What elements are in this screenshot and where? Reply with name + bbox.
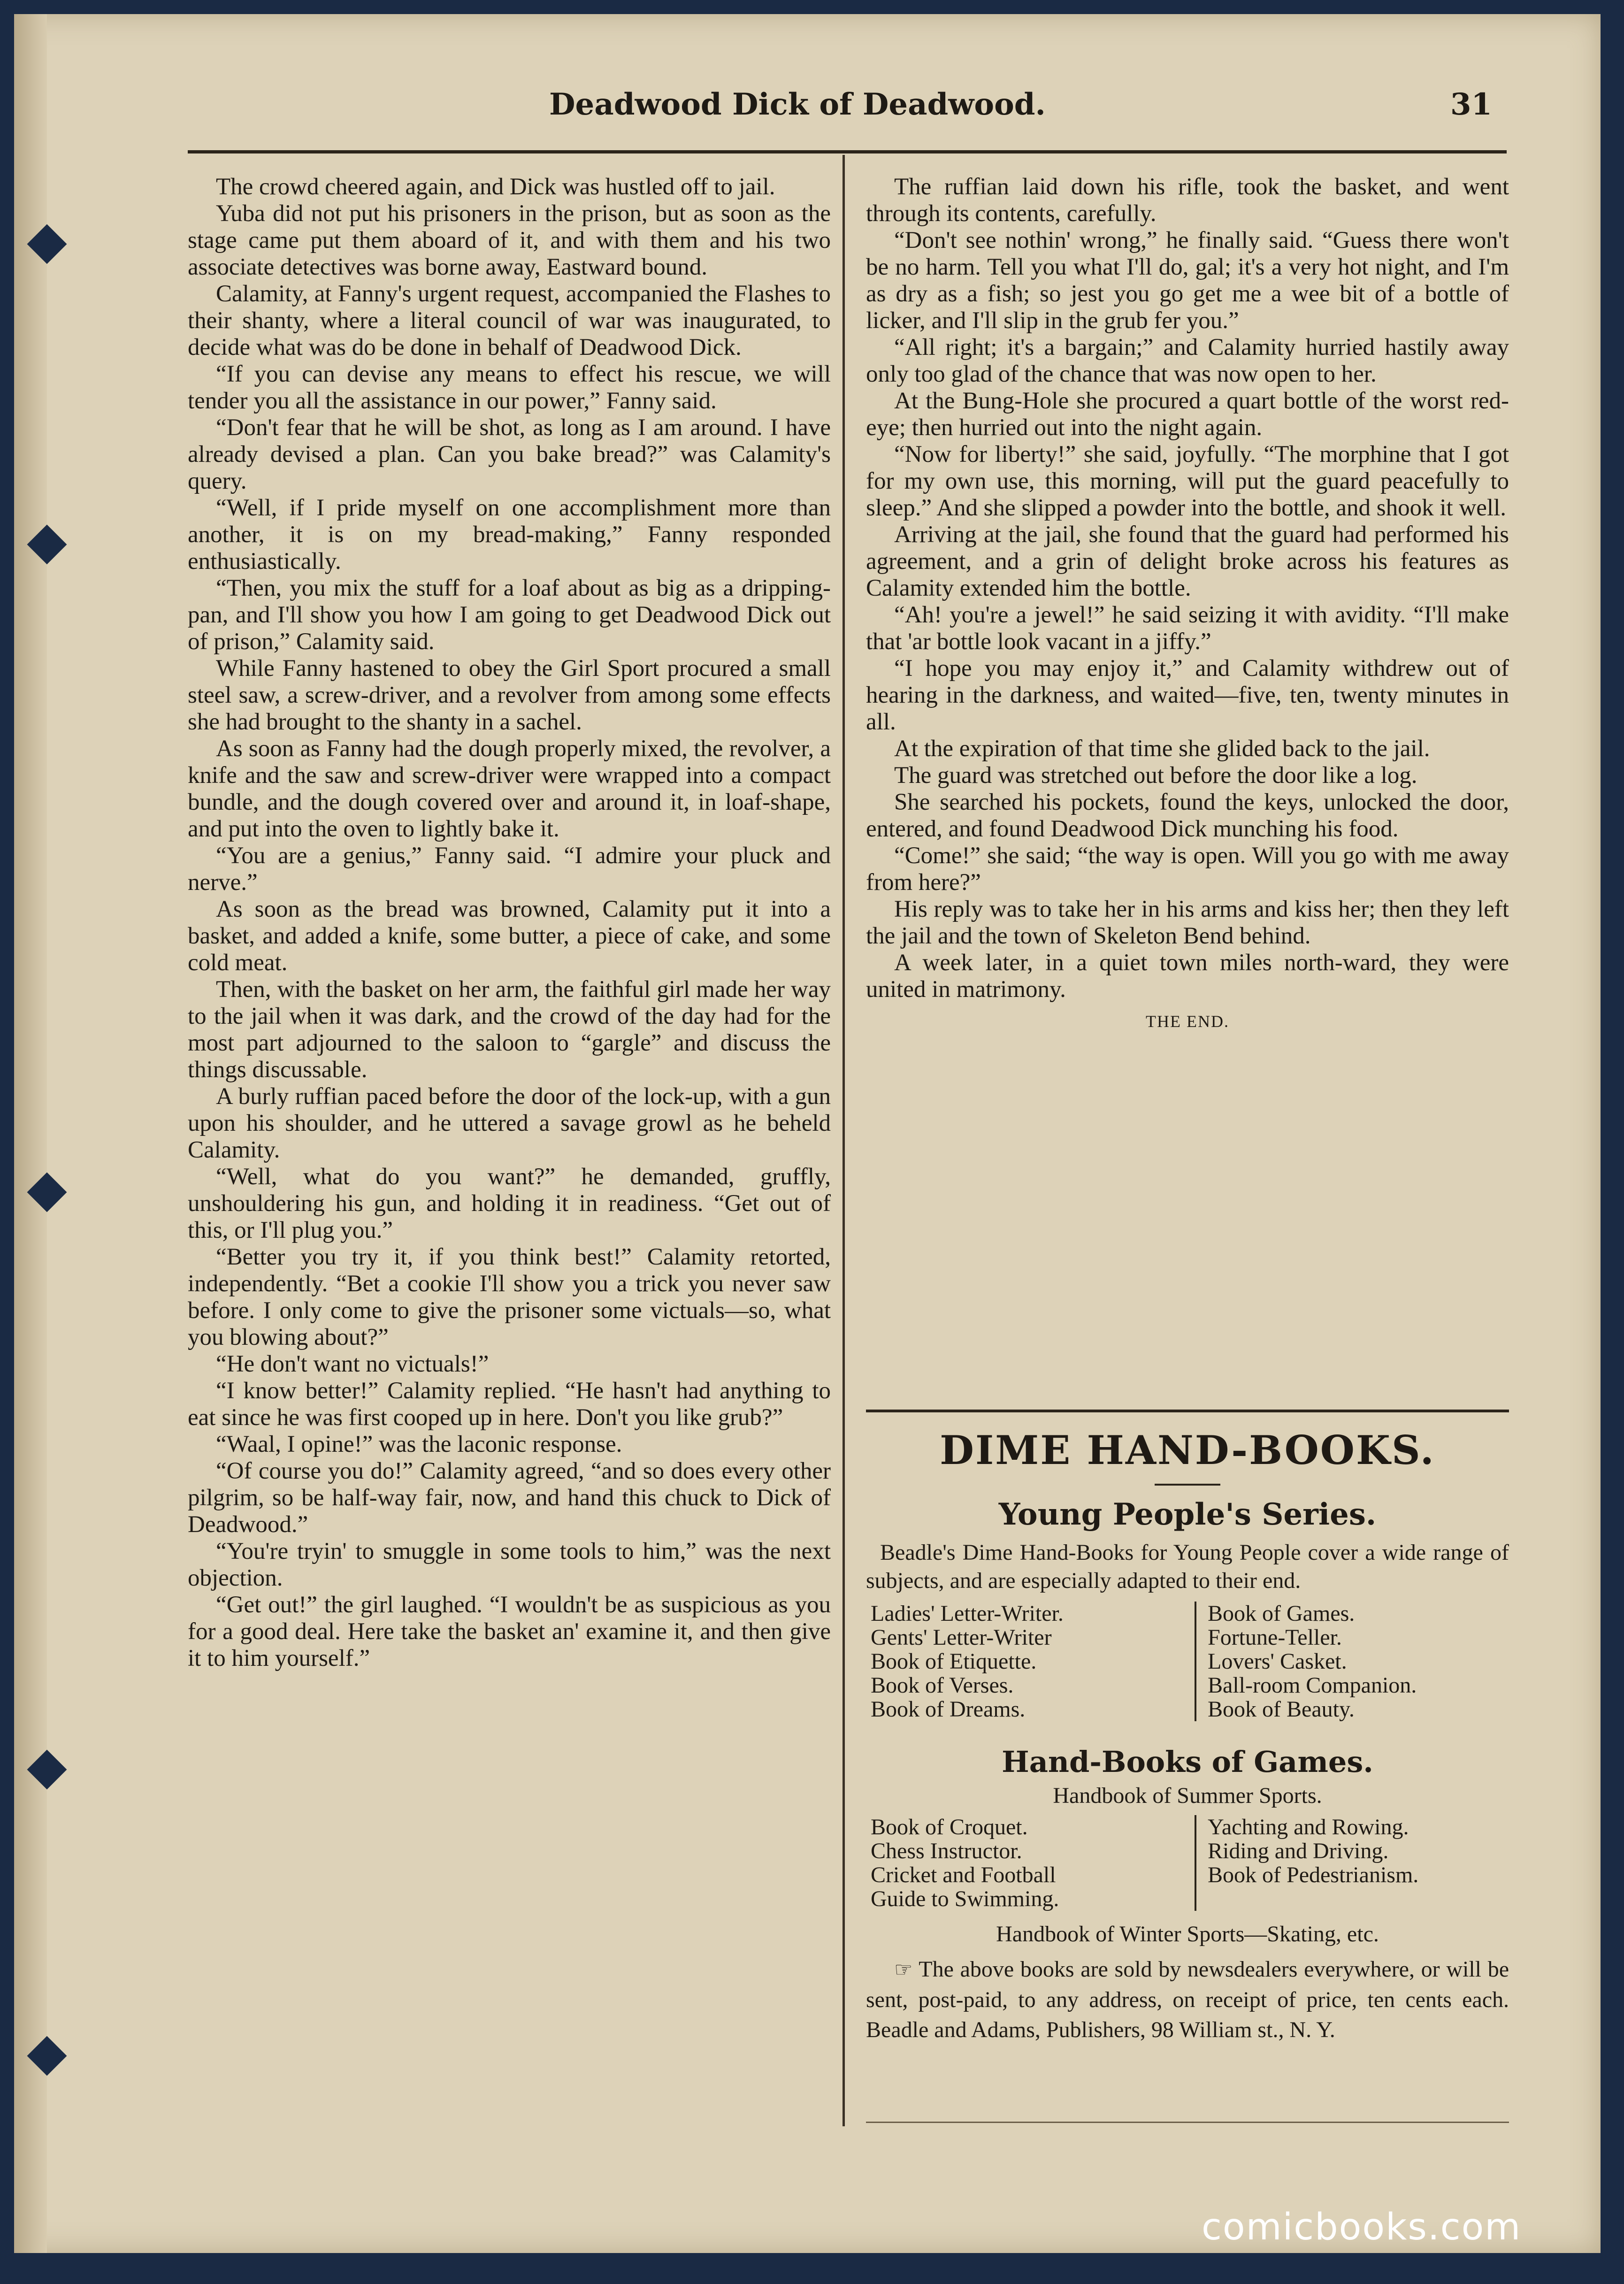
paragraph: Arriving at the jail, she found that the guard had performed his agreement, and a grin of delight broke across his features as Calamity extended him the bottle. xyxy=(866,521,1509,601)
paragraph: Yuba did not put his prisoners in the prison, but as soon as the stage came put them aboard of it, and with them and his two associate detectives was borne away, Eastward bound. xyxy=(188,200,831,280)
paragraph: “Don't see nothin' wrong,” he finally said. “Guess there won't be no harm. Tell you what I'll do, gal; it's a very hot night, and I'm as dry as a fish; so jest you go get me a wee bit of a bottle of licker, and I'll slip in the grub fer you.” xyxy=(866,227,1509,334)
paragraph: “Then, you mix the stuff for a loaf about as big as a dripping-pan, and I'll show you how I am going to get Deadwood Dick out of prison,” Calamity said. xyxy=(188,575,831,655)
paragraph: “Now for liberty!” she said, joyfully. “The morphine that I got for my own use, this morning, will put the guard peacefully to sleep.” And she slipped a powder into the bottle, and shook it well. xyxy=(866,441,1509,521)
list-item: Gents' Letter-Writer xyxy=(871,1625,1052,1650)
paragraph: Calamity, at Fanny's urgent request, accompanied the Flashes to their shanty, where a literal council of war was inaugurated, to decide what was do be done in behalf of Deadwood Dick. xyxy=(188,281,831,360)
paragraph: At the expiration of that time she glided back to the jail. xyxy=(894,736,1430,762)
dime-handbooks-ad xyxy=(866,1427,1509,2045)
list-item: Ladies' Letter-Writer. xyxy=(871,1601,1064,1626)
list-item: Riding and Driving. xyxy=(1208,1839,1389,1863)
paragraph: While Fanny hastened to obey the Girl Sport procured a small steel saw, a screw-driver, and a revolver from among some effects she had brought to the shanty in a sachel. xyxy=(188,655,831,735)
paragraph: “You are a genius,” Fanny said. “I admire your pluck and nerve.” xyxy=(188,843,831,896)
watermark: comicbooks.com xyxy=(1202,2206,1522,2248)
list-item: Yachting and Rowing. xyxy=(1208,1815,1409,1839)
paragraph: His reply was to take her in his arms and kiss her; then they left the jail and the town of Skeleton Bend behind. xyxy=(866,896,1509,949)
series-list-right xyxy=(1196,1602,1417,1721)
list-item: Ball-room Companion. xyxy=(1208,1673,1417,1698)
paragraph: The guard was stretched out before the door like a log. xyxy=(894,762,1417,789)
pointing-hand-icon: ☞ xyxy=(894,1958,913,1981)
games-list-left xyxy=(871,1815,1196,1911)
page-spine xyxy=(14,14,47,2253)
paragraph: “Well, if I pride myself on one accomplishment more than another, it is on my bread-making,” Fanny responded enthusiastically. xyxy=(188,495,831,575)
list-item: Book of Pedestrianism. xyxy=(1208,1862,1419,1887)
list-item: Guide to Swimming. xyxy=(871,1886,1059,1911)
list-item: Cricket and Football xyxy=(871,1862,1056,1887)
paragraph: “Don't fear that he will be shot, as long as I am around. I have already devised a plan. Can you bake bread?” was Calamity's query. xyxy=(188,414,831,494)
paragraph: “All right; it's a bargain;” and Calamity hurried hastily away only too glad of the chance that was now open to her. xyxy=(866,334,1509,387)
paragraph: “If you can devise any means to effect his rescue, we will tender you all the assistance in our power,” Fanny said. xyxy=(188,361,831,414)
games-title: Hand-Books of Games. xyxy=(1002,1745,1373,1779)
paragraph: “You're tryin' to smuggle in some tools to him,” was the next objection. xyxy=(188,1538,831,1591)
column-divider xyxy=(843,155,845,2126)
list-item: Lovers' Casket. xyxy=(1208,1649,1347,1674)
games-list-right xyxy=(1196,1815,1418,1911)
series-book-lists xyxy=(866,1602,1509,1721)
header-rule xyxy=(188,150,1507,153)
right-column xyxy=(866,174,1509,1031)
paragraph: “Of course you do!” Calamity agreed, “and so does every other pilgrim, so be half-way fair, now, and hand this chuck to Dick of Deadwood.” xyxy=(188,1458,831,1538)
paragraph: The ruffian laid down his rifle, took the basket, and went through its contents, carefully. xyxy=(866,174,1509,227)
paragraph: “I know better!” Calamity replied. “He hasn't had anything to eat since he was first cooped up in here. Don't you like grub?” xyxy=(188,1378,831,1431)
list-item: Book of Beauty. xyxy=(1208,1697,1355,1722)
paragraph: “Come!” she said; “the way is open. Will you go with me away from here?” xyxy=(866,843,1509,896)
list-item: Book of Games. xyxy=(1208,1601,1355,1626)
paragraph: A week later, in a quiet town miles north-ward, they were united in matrimony. xyxy=(866,950,1509,1003)
paragraph: Then, with the basket on her arm, the faithful girl made her way to the jail when it was dark, and the crowd of the day had for the most part adjourned to the saloon to “gargle” and discuss the things discussable. xyxy=(188,976,831,1083)
series-title: Young People's Series. xyxy=(998,1497,1377,1532)
paragraph: A burly ruffian paced before the door of the lock-up, with a gun upon his shoulder, and he uttered a savage growl as he beheld Calamity. xyxy=(188,1083,831,1163)
paragraph: “I hope you may enjoy it,” and Calamity withdrew out of hearing in the darkness, and waited—five, ten, twenty minutes in all. xyxy=(866,655,1509,735)
paragraph: She searched his pockets, found the keys, unlocked the door, entered, and found Deadwood Dick munching his food. xyxy=(866,789,1509,842)
notice-text: The above books are sold by newsdealers everywhere, or will be sent, post-paid, to any address, on receipt of price, ten cents each. Beadle and Adams, Publishers, 98 William st., N. Y. xyxy=(866,1957,1509,2042)
paragraph: At the Bung-Hole she procured a quart bottle of the worst red-eye; then hurried out into the night again. xyxy=(866,388,1509,441)
paragraph: “Ah! you're a jewel!” he said seizing it with avidity. “I'll make that 'ar bottle look vacant in a jiffy.” xyxy=(866,602,1509,655)
ad-short-rule xyxy=(1155,1484,1220,1486)
ad-top-rule xyxy=(866,1410,1509,1412)
paragraph: As soon as the bread was browned, Calamity put it into a basket, and added a knife, some butter, a piece of cake, and some cold meat. xyxy=(188,896,831,976)
the-end-label: THE END. xyxy=(1146,1012,1229,1031)
running-header: Deadwood Dick of Deadwood. xyxy=(549,87,1046,122)
paragraph: “Well, what do you want?” he demanded, gruffly, unshouldering his gun, and holding it in readiness. “Get out of this, or I'll plug you.” xyxy=(188,1164,831,1243)
paragraph: “Waal, I opine!” was the laconic response. xyxy=(216,1431,622,1457)
paragraph: “Better you try it, if you think best!” Calamity retorted, independently. “Bet a cookie I'll show you a trick you never saw before. I only come to give the prisoner some victuals—so, what you blowing about?” xyxy=(188,1244,831,1350)
list-item: Chess Instructor. xyxy=(871,1839,1022,1863)
page-number: 31 xyxy=(1450,87,1493,122)
paragraph: “He don't want no victuals!” xyxy=(216,1351,489,1377)
summer-sports-line: Handbook of Summer Sports. xyxy=(1053,1783,1322,1808)
publisher-notice xyxy=(866,1954,1509,2045)
series-description: Beadle's Dime Hand-Books for Young People cover a wide range of subjects, and are especially adapted to their end. xyxy=(866,1540,1509,1593)
list-item: Fortune-Teller. xyxy=(1208,1625,1342,1650)
list-item: Book of Etiquette. xyxy=(871,1649,1037,1674)
list-item: Book of Croquet. xyxy=(871,1815,1028,1839)
paragraph: “Get out!” the girl laughed. “I wouldn't be as suspicious as you for a good deal. Here take the basket an' examine it, and then give it to him yourself.” xyxy=(188,1592,831,1671)
left-column xyxy=(188,174,831,1672)
games-book-lists xyxy=(866,1815,1509,1911)
bottom-rule xyxy=(866,2122,1509,2123)
paragraph: As soon as Fanny had the dough properly mixed, the revolver, a knife and the saw and screw-driver were wrapped into a compact bundle, and the dough covered over and around it, in loaf-shape, and put into the oven to lightly bake it. xyxy=(188,736,831,842)
list-item: Book of Verses. xyxy=(871,1673,1014,1698)
series-list-left xyxy=(871,1602,1196,1721)
ad-title: DIME HAND-BOOKS. xyxy=(940,1427,1435,1473)
paragraph: The crowd cheered again, and Dick was hustled off to jail. xyxy=(216,174,775,200)
list-item: Book of Dreams. xyxy=(871,1697,1026,1722)
winter-sports-line: Handbook of Winter Sports—Skating, etc. xyxy=(996,1922,1379,1947)
